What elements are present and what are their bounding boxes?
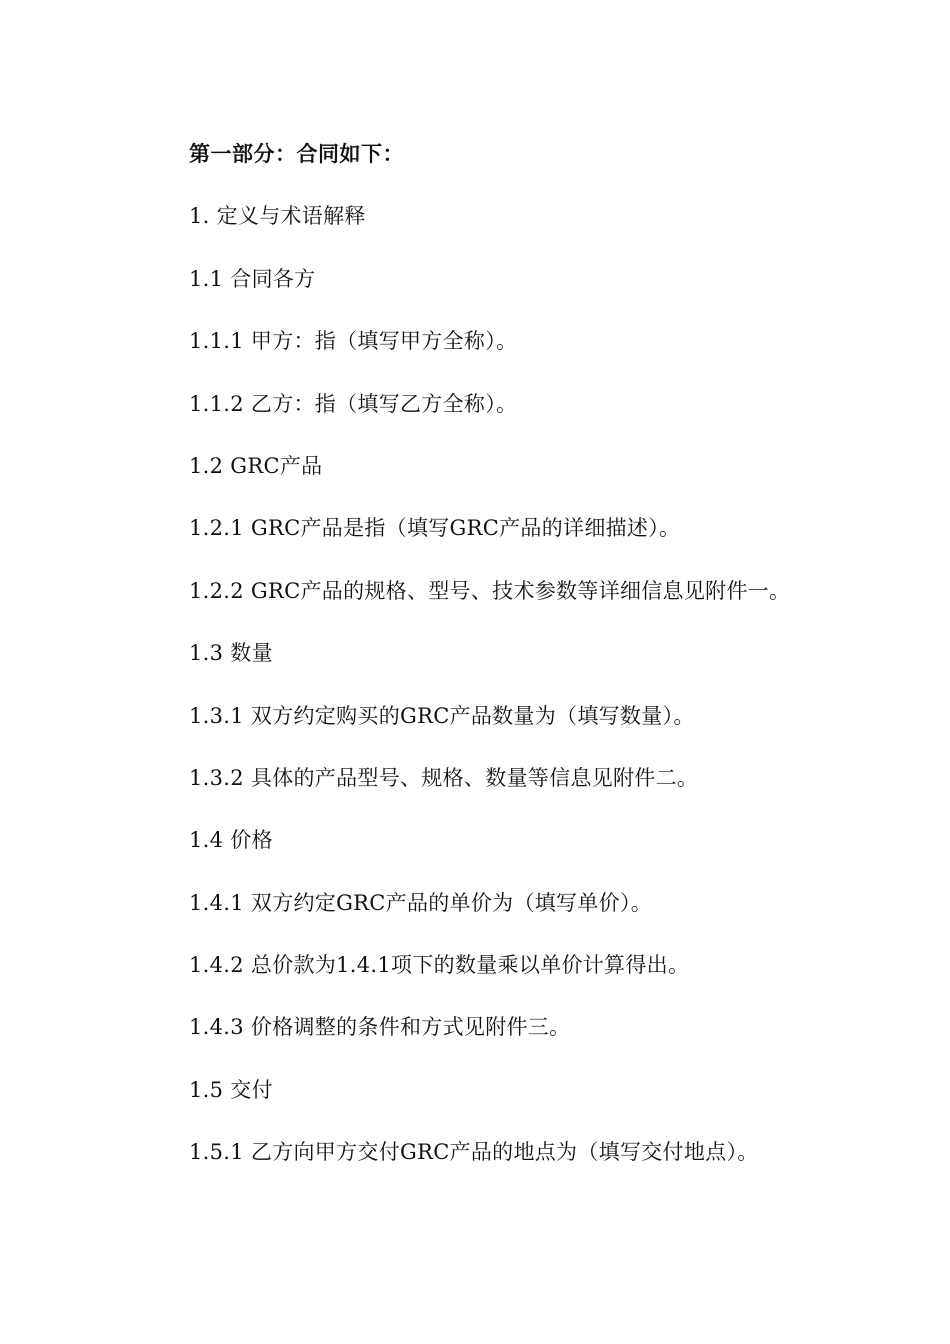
clause-1-5: 1.5 交付 [189,1077,273,1102]
clause-1-2-2: 1.2.2 GRC产品的规格、型号、技术参数等详细信息见附件一。 [189,578,791,603]
clause-1-4-2: 1.4.2 总价款为1.4.1项下的数量乘以单价计算得出。 [189,953,690,978]
clause-1-1: 1.1 合同各方 [189,266,316,291]
section-heading: 第一部分：合同如下： [189,142,404,166]
clause-1-2-1: 1.2.1 GRC产品是指（填写GRC产品的详细描述）。 [189,516,681,541]
clause-1-2: 1.2 GRC产品 [189,453,323,478]
clause-1-3-2: 1.3.2 具体的产品型号、规格、数量等信息见附件二。 [189,765,699,790]
clause-1-3-1: 1.3.1 双方约定购买的GRC产品数量为（填写数量）。 [189,703,695,728]
clause-1-1-1: 1.1.1 甲方：指（填写甲方全称）。 [189,329,518,354]
clause-1-4-3: 1.4.3 价格调整的条件和方式见附件三。 [189,1015,571,1040]
document-body [189,137,889,1198]
clause-1-3: 1.3 数量 [189,641,273,666]
clause-1-1-2: 1.1.2 乙方：指（填写乙方全称）。 [189,391,518,416]
clause-1-4: 1.4 价格 [189,828,273,853]
clause-1-4-1: 1.4.1 双方约定GRC产品的单价为（填写单价）。 [189,890,653,915]
clause-1-5-1: 1.5.1 乙方向甲方交付GRC产品的地点为（填写交付地点）。 [189,1140,759,1165]
clause-1: 1. 定义与术语解释 [189,204,366,229]
